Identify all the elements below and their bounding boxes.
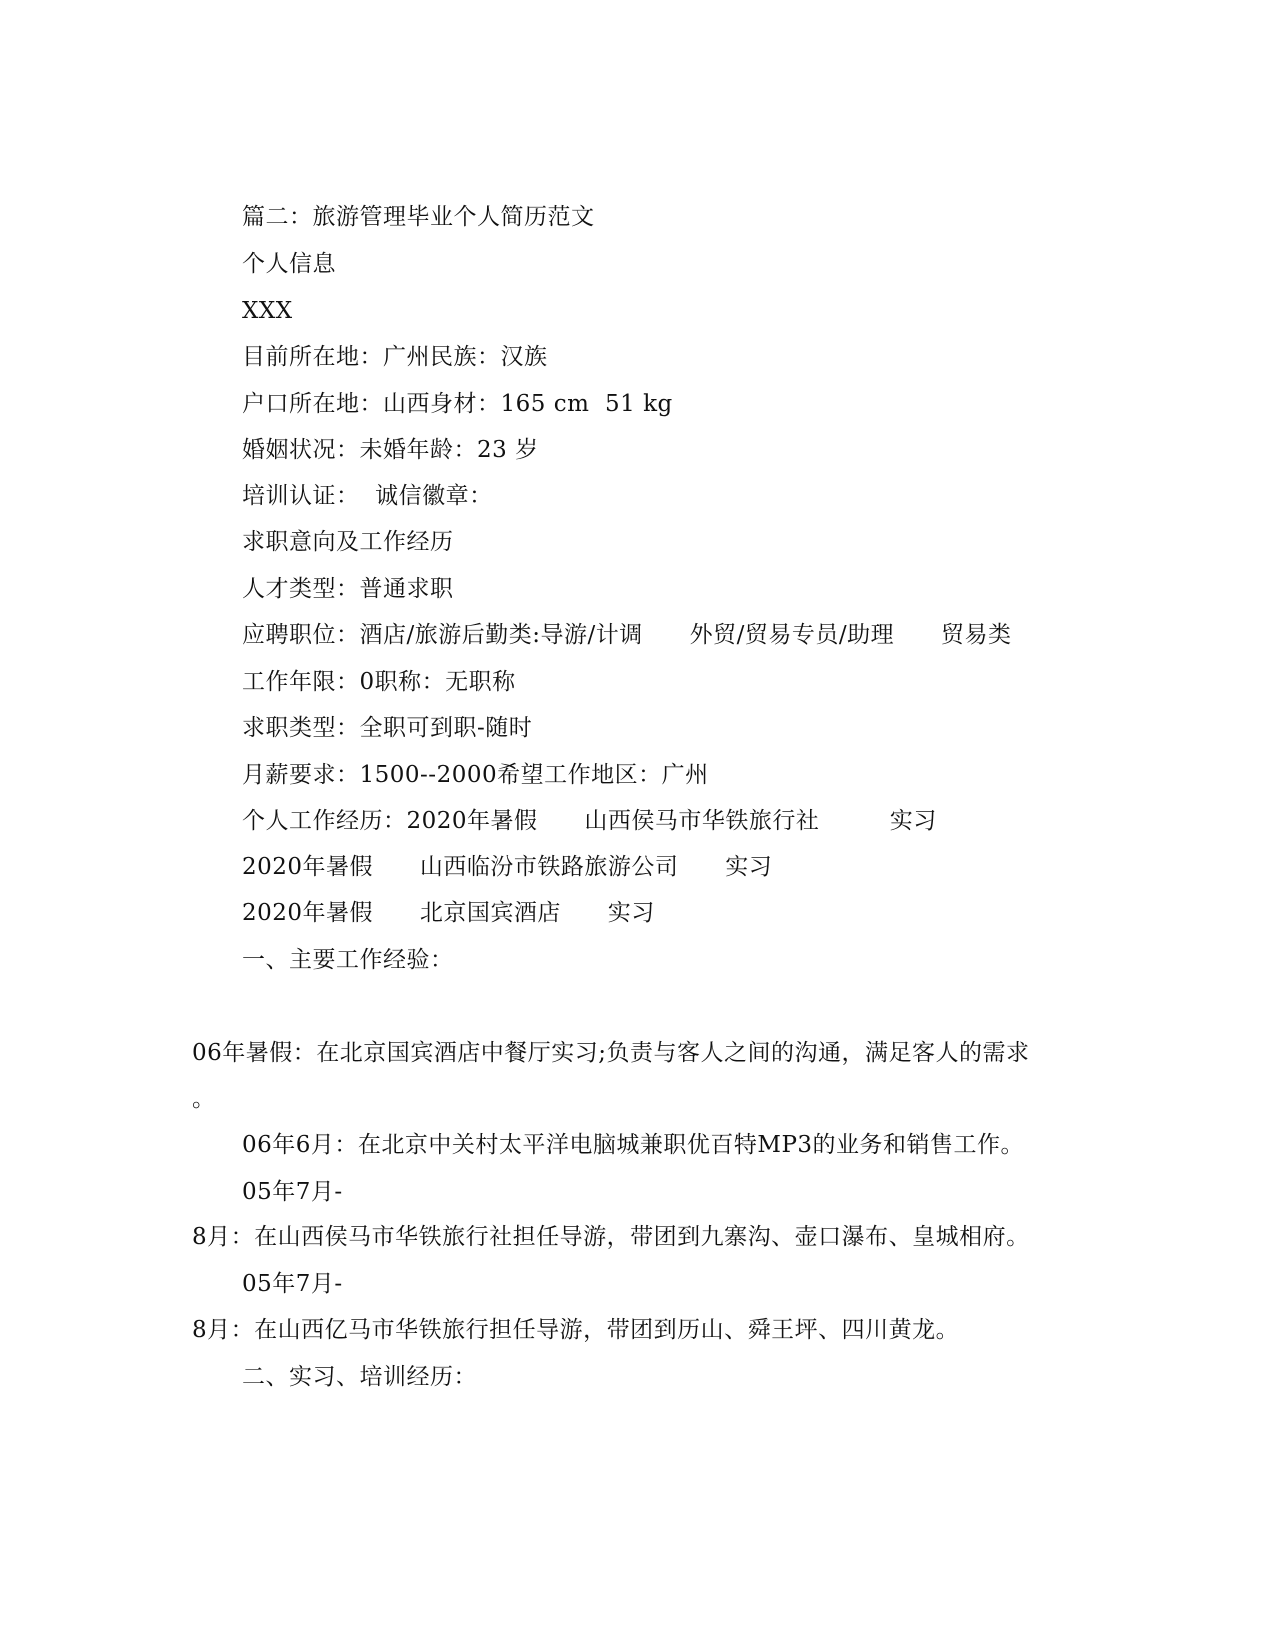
- section-heading-job: 求职意向及工作经历: [242, 529, 454, 555]
- section-heading-main-experience: 一、主要工作经验：: [242, 947, 454, 973]
- section-heading-personal: 个人信息: [242, 251, 336, 277]
- position-line: 应聘职位：酒店/旅游后勤类:导游/计调 外贸/贸易专员/助理 贸易类: [242, 622, 1012, 648]
- years-line: 工作年限：0职称：无职称: [242, 669, 516, 695]
- experience-paragraph-3-start: 05年7月-: [242, 1179, 343, 1205]
- name-value: XXX: [242, 298, 293, 324]
- experience-paragraph-1-end: 。: [192, 1086, 216, 1112]
- experience-line-1: 个人工作经历：2020年暑假 山西侯马市华铁旅行社 实习: [242, 808, 937, 834]
- job-type-line: 求职类型：全职可到职-随时: [242, 715, 533, 741]
- document-title: 篇二：旅游管理毕业个人简历范文: [242, 204, 595, 230]
- experience-paragraph-3: 8月：在山西侯马市华铁旅行社担任导游，带团到九寨沟、壶口瀑布、皇城相府。: [192, 1224, 1030, 1250]
- certification-line: 培训认证： 诚信徽章：: [242, 483, 493, 509]
- experience-paragraph-1: 06年暑假：在北京国宾酒店中餐厅实习;负责与客人之间的沟通，满足客人的需求: [192, 1040, 1030, 1066]
- salary-line: 月薪要求：1500--2000希望工作地区：广州: [242, 762, 709, 788]
- talent-type-line: 人才类型：普通求职: [242, 576, 454, 602]
- experience-paragraph-4-start: 05年7月-: [242, 1271, 343, 1297]
- experience-line-3: 2020年暑假 北京国宾酒店 实习: [242, 900, 655, 926]
- experience-paragraph-4: 8月：在山西亿马市华铁旅行担任导游，带团到历山、舜王坪、四川黄龙。: [192, 1317, 960, 1343]
- experience-line-2: 2020年暑假 山西临汾市铁路旅游公司 实习: [242, 854, 773, 880]
- experience-paragraph-2: 06年6月：在北京中关村太平洋电脑城兼职优百特MP3的业务和销售工作。: [242, 1132, 1025, 1158]
- hukou-line: 户口所在地：山西身材：165 cm 51 kg: [242, 391, 673, 417]
- section-heading-training: 二、实习、培训经历：: [242, 1364, 477, 1390]
- location-line: 目前所在地：广州民族：汉族: [242, 344, 548, 370]
- marital-line: 婚姻状况：未婚年龄：23 岁: [242, 437, 539, 463]
